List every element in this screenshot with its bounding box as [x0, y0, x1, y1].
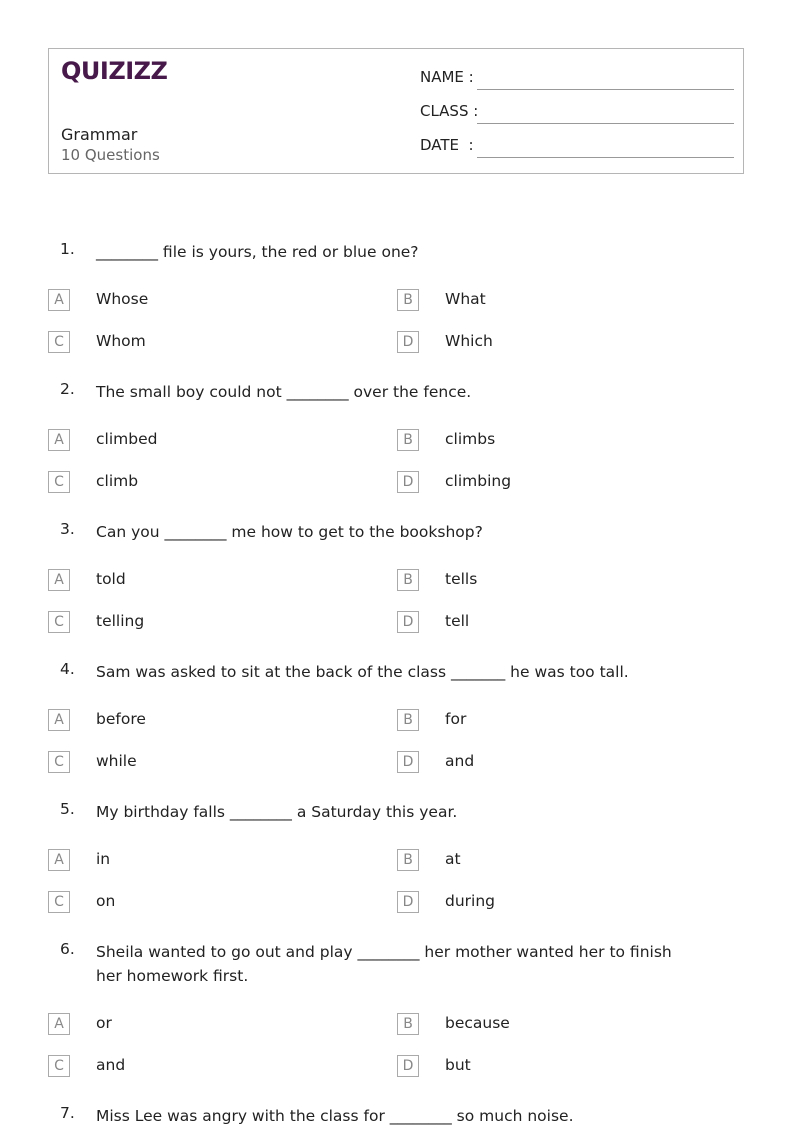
option-letter-box[interactable]: B — [397, 289, 419, 311]
option-text: telling — [96, 612, 145, 630]
option-letter-box[interactable]: C — [48, 751, 70, 773]
answer-option-a[interactable] — [48, 429, 348, 453]
option-text: tells — [445, 570, 478, 588]
answer-option-c[interactable] — [48, 611, 348, 635]
option-letter-box[interactable]: C — [48, 471, 70, 493]
option-letter-box[interactable]: A — [48, 569, 70, 591]
option-letter-box[interactable]: A — [48, 429, 70, 451]
question-text: My birthday falls ________ a Saturday this year. — [96, 803, 458, 821]
answer-option-c[interactable] — [48, 751, 348, 775]
option-letter-box[interactable]: D — [397, 611, 419, 633]
option-letter-box[interactable]: A — [48, 1013, 70, 1035]
answer-option-b[interactable] — [397, 849, 697, 873]
question-number: 2. — [60, 380, 75, 398]
name-label: NAME : — [420, 68, 474, 86]
option-text: at — [445, 850, 461, 868]
option-letter-box[interactable]: A — [48, 849, 70, 871]
question-count: 10 Questions — [61, 146, 160, 164]
answer-option-d[interactable] — [397, 611, 697, 635]
option-text: on — [96, 892, 116, 910]
class-line — [477, 123, 734, 124]
question-text: Can you ________ me how to get to the bookshop? — [96, 523, 483, 541]
question-number: 1. — [60, 240, 75, 258]
option-letter-box[interactable]: A — [48, 709, 70, 731]
date-line — [477, 157, 734, 158]
option-text: or — [96, 1014, 112, 1032]
worksheet-header — [48, 48, 744, 174]
option-letter-box[interactable]: A — [48, 289, 70, 311]
answer-option-d[interactable] — [397, 1055, 697, 1079]
answer-option-a[interactable] — [48, 289, 348, 313]
option-letter-box[interactable]: D — [397, 751, 419, 773]
option-text: and — [96, 1056, 126, 1074]
option-text: tell — [445, 612, 470, 630]
option-text: because — [445, 1014, 510, 1032]
answer-option-a[interactable] — [48, 709, 348, 733]
option-text: climb — [96, 472, 139, 490]
answer-option-c[interactable] — [48, 331, 348, 355]
option-text: What — [445, 290, 486, 308]
answer-option-d[interactable] — [397, 891, 697, 915]
answer-option-d[interactable] — [397, 331, 697, 355]
option-letter-box[interactable]: B — [397, 569, 419, 591]
option-text: before — [96, 710, 146, 728]
question-number: 5. — [60, 800, 75, 818]
option-letter-box[interactable]: D — [397, 471, 419, 493]
date-field[interactable] — [420, 136, 734, 158]
option-text: Which — [445, 332, 493, 350]
question-text: Sam was asked to sit at the back of the class _______ he was too tall. — [96, 663, 629, 681]
option-text: Whom — [96, 332, 146, 350]
answer-option-b[interactable] — [397, 709, 697, 733]
answer-option-b[interactable] — [397, 289, 697, 313]
option-text: for — [445, 710, 467, 728]
option-letter-box[interactable]: B — [397, 709, 419, 731]
quizizz-logo: QUIZIZZ — [61, 57, 168, 85]
option-letter-box[interactable]: B — [397, 429, 419, 451]
option-letter-box[interactable]: C — [48, 611, 70, 633]
answer-option-b[interactable] — [397, 569, 697, 593]
option-letter-box[interactable]: B — [397, 1013, 419, 1035]
answer-option-b[interactable] — [397, 1013, 697, 1037]
question-number: 3. — [60, 520, 75, 538]
question-text: ________ file is yours, the red or blue one? — [96, 243, 419, 261]
question-text: The small boy could not ________ over the fence. — [96, 383, 472, 401]
date-label: DATE : — [420, 136, 474, 154]
option-text: climbed — [96, 430, 158, 448]
answer-option-a[interactable] — [48, 1013, 348, 1037]
question-number: 4. — [60, 660, 75, 678]
answer-option-c[interactable] — [48, 1055, 348, 1079]
option-text: during — [445, 892, 496, 910]
answer-option-d[interactable] — [397, 471, 697, 495]
option-text: in — [96, 850, 111, 868]
option-text: while — [96, 752, 137, 770]
option-letter-box[interactable]: D — [397, 891, 419, 913]
answer-option-b[interactable] — [397, 429, 697, 453]
option-text: climbs — [445, 430, 496, 448]
answer-option-c[interactable] — [48, 471, 348, 495]
option-letter-box[interactable]: D — [397, 1055, 419, 1077]
answer-option-d[interactable] — [397, 751, 697, 775]
answer-option-a[interactable] — [48, 849, 348, 873]
question-text: Sheila wanted to go out and play ________ her mother wanted her to finish her homework first. — [96, 943, 672, 985]
answer-option-c[interactable] — [48, 891, 348, 915]
worksheet-title: Grammar — [61, 125, 138, 144]
option-letter-box[interactable]: C — [48, 331, 70, 353]
name-field[interactable] — [420, 68, 734, 90]
name-line — [477, 89, 734, 90]
answer-option-a[interactable] — [48, 569, 348, 593]
option-text: but — [445, 1056, 471, 1074]
class-label: CLASS : — [420, 102, 479, 120]
option-text: Whose — [96, 290, 149, 308]
option-letter-box[interactable]: C — [48, 1055, 70, 1077]
option-text: climbing — [445, 472, 512, 490]
option-letter-box[interactable]: C — [48, 891, 70, 913]
question-number: 6. — [60, 940, 75, 958]
option-letter-box[interactable]: D — [397, 331, 419, 353]
option-text: told — [96, 570, 126, 588]
question-text: Miss Lee was angry with the class for ________ so much noise. — [96, 1107, 574, 1125]
option-text: and — [445, 752, 475, 770]
question-number: 7. — [60, 1104, 75, 1122]
option-letter-box[interactable]: B — [397, 849, 419, 871]
class-field[interactable] — [420, 102, 734, 124]
